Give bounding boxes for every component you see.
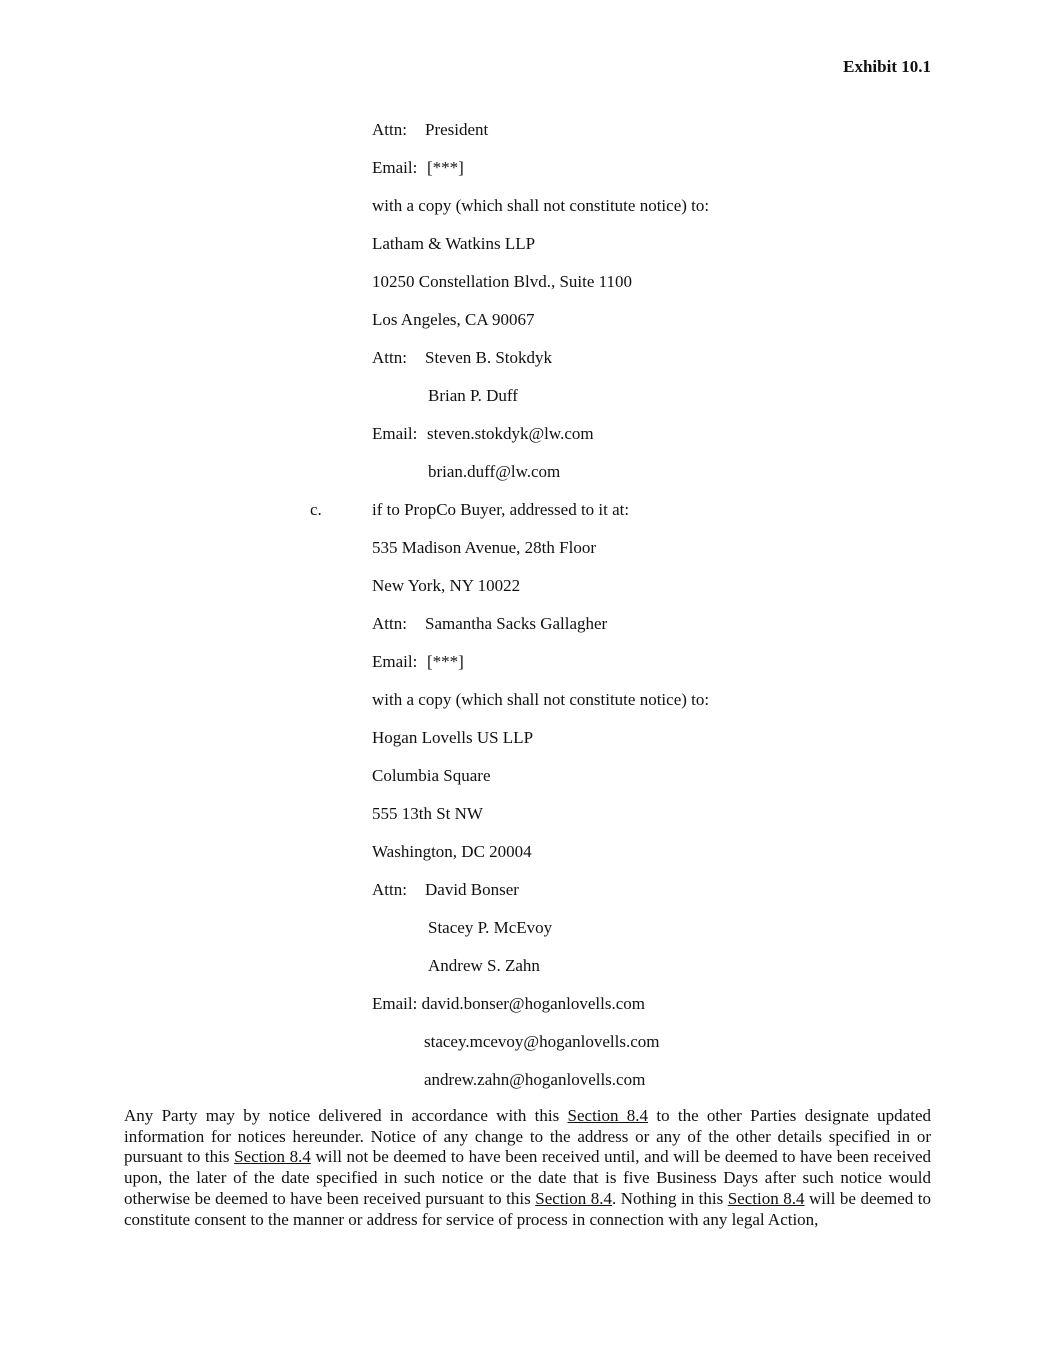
notice-paragraph: [124, 1106, 931, 1230]
paragraph-text: will not be deemed to have been received until, and will be deemed to have been received upon, the later of the date specified in such notice or the date that is five Business Days after such notice would otherwise be deemed to have been received pursuant to this: [124, 1147, 931, 1208]
attn-line: [372, 879, 519, 901]
email-label: Email:: [372, 158, 418, 177]
attn-line: [372, 347, 552, 369]
email-value: david.bonser@hoganlovells.com: [421, 994, 645, 1013]
paragraph-text: to the other Parties designate updated information for notices hereunder. Notice of any change to the address or any of the other details specified in or pursuant to this: [124, 1106, 931, 1167]
address-line: 555 13th St NW: [372, 804, 483, 823]
address-line: 10250 Constellation Blvd., Suite 1100: [372, 272, 633, 291]
email-value: [***]: [427, 158, 464, 177]
section-reference: Section 8.4: [234, 1147, 311, 1167]
address-line: 535 Madison Avenue, 28th Floor: [372, 538, 596, 557]
recipient-heading: if to PropCo Buyer, addressed to it at:: [372, 500, 630, 519]
copy-note: with a copy (which shall not constitute notice) to:: [372, 196, 710, 215]
attn-name: President: [425, 120, 489, 139]
attn-name: David Bonser: [425, 880, 519, 899]
email-value: brian.duff@lw.com: [428, 462, 561, 481]
email-value: andrew.zahn@hoganlovells.com: [424, 1070, 646, 1089]
attn-line: [372, 613, 607, 635]
attn-name: Brian P. Duff: [428, 386, 518, 405]
firm-name: Hogan Lovells US LLP: [372, 728, 534, 747]
email-value: steven.stokdyk@lw.com: [427, 424, 594, 443]
paragraph-text: Any Party may by notice delivered in accordance with this: [124, 1106, 568, 1125]
paragraph-text: . Nothing in this: [611, 1188, 728, 1208]
attn-line: [372, 119, 488, 141]
email-label: Email:: [372, 994, 418, 1013]
list-letter: c.: [310, 500, 322, 519]
email-label: Email:: [372, 424, 418, 443]
email-line: [372, 993, 645, 1015]
email-line: [372, 423, 594, 445]
copy-note: with a copy (which shall not constitute notice) to:: [372, 690, 710, 709]
section-reference: Section 8.4: [535, 1188, 612, 1208]
attn-name: Samantha Sacks Gallagher: [425, 614, 608, 633]
section-reference: Section 8.4: [567, 1106, 649, 1125]
attn-label: Attn:: [372, 120, 407, 139]
address-line: New York, NY 10022: [372, 576, 521, 595]
attn-name: Stacey P. McEvoy: [428, 918, 553, 937]
paragraph-text: will be deemed to constitute consent to the manner or address for service of process in connection with any legal Action,: [124, 1188, 932, 1229]
attn-name: Andrew S. Zahn: [428, 956, 540, 975]
section-reference: Section 8.4: [727, 1188, 805, 1208]
attn-label: Attn:: [372, 880, 407, 899]
email-line: [372, 157, 464, 179]
address-line: Los Angeles, CA 90067: [372, 310, 535, 329]
email-value: stacey.mcevoy@hoganlovells.com: [424, 1032, 660, 1051]
attn-label: Attn:: [372, 614, 407, 633]
address-line: Washington, DC 20004: [372, 842, 532, 861]
email-value: [***]: [427, 652, 464, 671]
firm-name: Latham & Watkins LLP: [372, 234, 536, 253]
email-line: [372, 651, 464, 673]
attn-name: Steven B. Stokdyk: [425, 348, 553, 367]
email-label: Email:: [372, 652, 418, 671]
attn-label: Attn:: [372, 348, 407, 367]
exhibit-label: Exhibit 10.1: [843, 57, 931, 76]
address-line: Columbia Square: [372, 766, 491, 785]
